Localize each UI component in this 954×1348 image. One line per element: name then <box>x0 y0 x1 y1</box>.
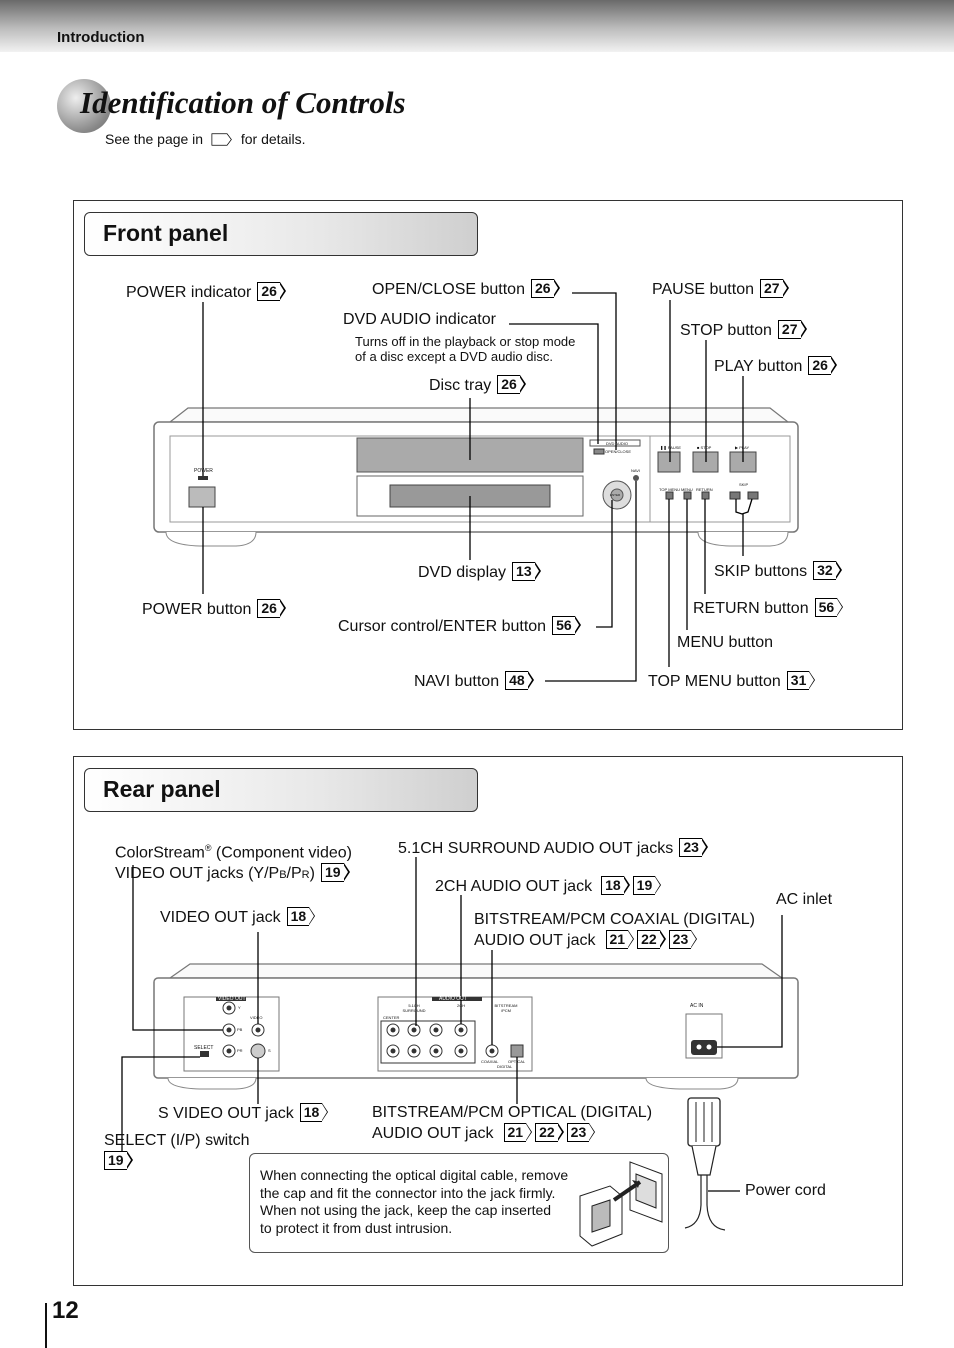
optical-note-text <box>260 1167 568 1237</box>
ref-top-menu: 31 <box>787 671 810 690</box>
device-video-text: VIDEO <box>250 1015 263 1020</box>
ref-dvd-display: 13 <box>512 562 535 581</box>
label-coaxial: BITSTREAM/PCM COAXIAL (DIGITAL) AUDIO OUT jack 21 22 23 <box>474 911 755 949</box>
front-panel-heading: Front panel <box>103 220 229 246</box>
device-surround-text: 5.1CH SURROUND <box>402 1003 426 1013</box>
ref-coaxial-b: 22 <box>637 930 660 949</box>
label-return: RETURN button 56 <box>693 598 837 618</box>
label-s-video: S VIDEO OUT jack 18 <box>158 1103 322 1123</box>
see-page-prefix: See the page in <box>105 131 204 147</box>
device-videoout-text: VIDEO OUT <box>218 996 246 1002</box>
device-coaxial-text: COAXIAL <box>481 1059 499 1064</box>
see-page-suffix: for details. <box>240 131 306 147</box>
page-title: Identification of Controls <box>80 85 406 120</box>
device-return-text: RETURN <box>696 487 713 492</box>
ref-return: 56 <box>815 598 838 617</box>
ref-power-button: 26 <box>257 599 280 618</box>
ref-play: 26 <box>808 356 831 375</box>
device-power-text: POWER <box>194 468 213 474</box>
device-pause-text: ❚❚ PAUSE <box>660 445 682 450</box>
label-navi: NAVI button 48 <box>414 671 528 691</box>
label-power-cord: Power cord <box>745 1182 826 1199</box>
label-disc-tray: Disc tray 26 <box>429 375 520 395</box>
ref-power-indicator: 26 <box>257 282 280 301</box>
device-acin-text: AC IN <box>690 1003 704 1009</box>
label-dvd-display: DVD display 13 <box>418 562 535 582</box>
note-line-3: When not using the jack, keep the cap inserted <box>260 1202 552 1218</box>
device-audioout-text: AUDIO OUT <box>439 996 467 1002</box>
ref-cursor: 56 <box>552 616 575 635</box>
label-power-button: POWER button 26 <box>142 599 280 619</box>
optical-cap-illustration <box>570 1156 666 1250</box>
ref-optical-a: 21 <box>504 1123 527 1142</box>
ref-stop: 27 <box>778 320 801 339</box>
ref-optical-b: 22 <box>535 1123 558 1142</box>
label-select: SELECT (I/P) switch 19 <box>104 1132 250 1168</box>
label-surround: 5.1CH SURROUND AUDIO OUT jacks 23 <box>398 838 702 858</box>
rear-panel-heading: Rear panel <box>103 776 221 802</box>
label-colorstream: ColorStream® (Component video) VIDEO OUT jacks (Y/PB/PR) 19 <box>115 843 352 883</box>
label-dvd-audio: DVD AUDIO indicator <box>343 311 496 328</box>
label-play: PLAY button 26 <box>714 356 831 376</box>
device-bitstream-text: BITSTREAM /PCM <box>494 1003 518 1013</box>
device-2ch-text: 2CH <box>457 1003 466 1008</box>
device-digital-text: DIGITAL <box>497 1064 513 1069</box>
ref-2ch-a: 18 <box>601 876 624 895</box>
ref-disc-tray: 26 <box>497 375 520 394</box>
device-y-text: Y <box>238 1005 241 1010</box>
note-line-2: the cap and fit the connector into the jack firmly. <box>260 1184 556 1201</box>
ref-skip: 32 <box>813 561 836 580</box>
ref-colorstream: 19 <box>321 863 344 882</box>
page-number: 12 <box>52 1297 79 1324</box>
ref-coaxial-c: 23 <box>669 930 692 949</box>
ref-optical-c: 23 <box>567 1123 590 1142</box>
label-stop: STOP button 27 <box>680 320 801 340</box>
ref-video-out: 18 <box>287 907 310 926</box>
label-menu: MENU button <box>677 634 774 651</box>
device-openclose-text: OPEN/CLOSE <box>605 449 632 454</box>
ref-surround: 23 <box>679 838 702 857</box>
device-skip-text: SKIP <box>739 482 749 487</box>
ref-open-close: 26 <box>531 279 554 298</box>
label-2ch: 2CH AUDIO OUT jack 18 19 <box>435 876 655 896</box>
optical-note-box <box>249 1153 669 1253</box>
device-pb-text: PB <box>237 1027 243 1032</box>
ref-navi: 48 <box>505 671 528 690</box>
ref-coaxial-a: 21 <box>606 930 629 949</box>
device-s-text: S <box>268 1048 271 1053</box>
device-optical-text: OPTICAL <box>508 1059 526 1064</box>
device-topmenu-text: TOP MENU <box>659 487 680 492</box>
ref-2ch-b: 19 <box>633 876 656 895</box>
label-top-menu: TOP MENU button 31 <box>648 671 809 691</box>
device-select-text: SELECT <box>194 1045 214 1051</box>
label-cursor: Cursor control/ENTER button 56 <box>338 616 575 636</box>
note-line-4: to protect it from dust intrusion. <box>260 1219 453 1236</box>
device-dvdaudio-text: DVD AUDIO <box>606 441 629 446</box>
device-menu-text: MENU <box>681 487 693 492</box>
label-open-close: OPEN/CLOSE button 26 <box>372 279 554 299</box>
device-enter-text: ENTER <box>610 493 621 497</box>
page-number-bar <box>45 1303 47 1348</box>
label-pause: PAUSE button 27 <box>652 279 783 299</box>
dvd-audio-note-line-2: of a disc except a DVD audio disc. <box>355 349 553 364</box>
note-line-1: When connecting the optical digital cable, remove <box>260 1167 569 1183</box>
device-stop-text: ■ STOP <box>697 445 712 450</box>
label-video-out: VIDEO OUT jack 18 <box>160 907 309 927</box>
ref-s-video: 18 <box>300 1103 323 1122</box>
dvd-audio-note-line-1: Turns off in the playback or stop mode <box>355 334 576 349</box>
device-play-text: ▶ PLAY <box>735 445 750 450</box>
ref-select: 19 <box>104 1151 127 1170</box>
label-ac-inlet: AC inlet <box>776 891 833 908</box>
label-skip: SKIP buttons 32 <box>714 561 836 581</box>
device-navi-text: NAVI <box>631 468 641 473</box>
label-optical: BITSTREAM/PCM OPTICAL (DIGITAL) AUDIO OUT jack 21 22 23 <box>372 1104 653 1142</box>
device-center-text: CENTER <box>383 1015 400 1020</box>
label-power-indicator: POWER indicator 26 <box>126 282 280 302</box>
section-label: Introduction <box>57 29 145 46</box>
ref-pause: 27 <box>760 279 783 298</box>
device-pr-text: PR <box>237 1048 243 1053</box>
